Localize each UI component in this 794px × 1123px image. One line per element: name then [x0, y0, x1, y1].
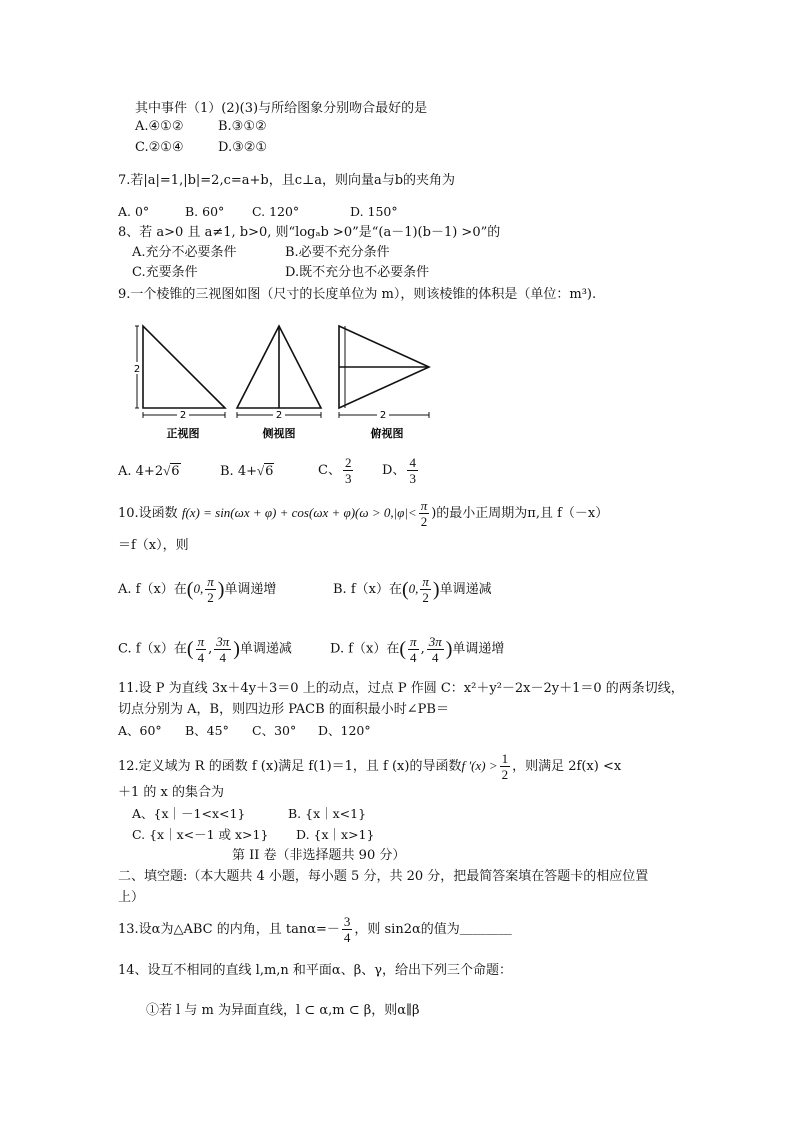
q13-denominator: 4: [343, 930, 351, 945]
q9-option-a-label: A. 4+2: [118, 464, 164, 479]
q10-option-d-suffix: 单调递增: [452, 641, 505, 657]
front-view-height-label: 2: [133, 364, 141, 375]
q10-option-b-prefix: B. f（x）在: [333, 582, 402, 597]
q10-stem-continued: ＝f（x），则: [118, 538, 189, 553]
q12-option-d: D. {x｜x>1}: [296, 827, 375, 842]
side-view-caption: 侧视图: [262, 427, 296, 440]
q7-option-b: B. 60°: [185, 204, 225, 219]
q10-option-c-four-b: 4: [219, 649, 226, 665]
q10-stem-end: )的最小正周期为π,且 f（－x）: [431, 506, 609, 521]
q9-option-d: [382, 454, 420, 488]
q10-two: 2: [420, 514, 428, 529]
q7-option-d: D. 150°: [350, 204, 398, 219]
q12-stem-end: ，则满足 2f(x) <x: [512, 759, 622, 774]
q7-option-c: C. 120°: [252, 204, 300, 219]
side-view-width-label: 2: [275, 410, 283, 421]
q11-option-b: B、45°: [185, 723, 229, 738]
q8-option-b: B.必要不充分条件: [285, 245, 390, 260]
q8-option-d: D.既不充分也不必要条件: [285, 265, 430, 280]
q12-option-a: A、{x｜－1<x<1}: [132, 806, 246, 821]
q7-option-a: A. 0°: [118, 204, 150, 219]
q11-option-d: D、120°: [318, 723, 371, 738]
q12-stem-start: 12.定义域为 R 的函数 f (x)满足 f(1)＝1，且 f (x)的导函数: [118, 759, 462, 774]
q6-option-d: D.③②①: [218, 140, 268, 155]
q10-option-b-pi: π: [422, 574, 429, 589]
q7-stem: 7.若|a|=1,|b|=2,c=a+b，且c⊥a，则向量a与b的夹角为: [118, 173, 456, 188]
q6-option-c: C.②①④: [135, 140, 184, 155]
q9-option-a: A. 4+2√6: [118, 463, 180, 479]
q10-stem: [118, 496, 608, 531]
q10-option-a-pi: π: [207, 574, 214, 589]
q9-option-b-radicand: 6: [265, 464, 274, 479]
q14-item-1: ①若 l 与 m 为异面直线，l ⊂ α,m ⊂ β，则α∥β: [146, 1003, 420, 1018]
q12-option-c: C. {x｜x<－1 或 x>1}: [132, 827, 269, 842]
q12-stem: [118, 746, 621, 787]
q12-half-numerator: 1: [501, 751, 509, 766]
q9-option-c-denominator: 3: [344, 471, 352, 486]
q12-option-b: B. {x｜x<1}: [288, 806, 367, 821]
q10-option-d-three-pi: 3π: [428, 633, 442, 649]
q10-stem-start: 10.设函数: [118, 506, 178, 521]
part2-title: 第 II 卷（非选择题共 90 分）: [232, 848, 406, 863]
q9-option-b: B. 4+√6: [220, 463, 274, 479]
q10-option-a-suffix: 单调递增: [224, 582, 277, 597]
section-heading: 二、填空题:（本大题共 4 小题，每小题 5 分，共 20 分，把最简答案填在答题卡的相应位置: [118, 869, 649, 884]
q6-stem: 其中事件（1）(2)(3)与所给图象分别吻合最好的是: [135, 101, 428, 116]
q13-numerator: 3: [343, 914, 351, 929]
front-view-width-label: 2: [179, 410, 187, 421]
q9-option-d-numerator: 4: [409, 455, 416, 470]
top-view: [339, 326, 429, 418]
q10-option-a-two: 2: [207, 590, 214, 605]
three-view-figure: [125, 318, 445, 442]
q9-option-d-denominator: 3: [409, 471, 416, 486]
q10-option-d-pi: π: [410, 633, 417, 649]
q10-option-a: A. f（x）在(0, $\frac{\pi}{2}$ )单调递增: [118, 574, 277, 605]
front-view-caption: 正视图: [166, 427, 200, 440]
q10-option-b-suffix: 单调递减: [439, 582, 492, 597]
q8-option-c: C.充要条件: [132, 265, 198, 280]
q11-option-c: C、30°: [252, 723, 297, 738]
q13-stem-end: ，则 sin2α的值为＿＿＿＿: [354, 922, 512, 937]
top-view-width-label: 2: [379, 410, 387, 421]
side-view: [237, 326, 321, 418]
q10-option-a-zero: 0,: [193, 581, 204, 596]
q12-derivative: f ′(x) >: [461, 758, 498, 773]
q10-option-a-prefix: A. f（x）在: [118, 582, 187, 597]
top-view-caption: 俯视图: [370, 427, 404, 440]
q11-stem-continued: 切点分别为 A，B，则四边形 PACB 的面积最小时∠PB＝: [118, 702, 449, 717]
q10-pi: π: [420, 498, 428, 513]
q9-option-c: [318, 454, 355, 488]
q12-stem-continued: ＋1 的 x 的集合为: [118, 785, 224, 800]
q13-stem-start: 13.设α为△ABC 的内角，且 tanα=－: [118, 922, 340, 937]
front-view: [135, 326, 225, 418]
q14-stem: 14、设互不相同的直线 l,m,n 和平面α、β、γ，给出下列三个命题：: [118, 963, 512, 978]
q12-half-denominator: 2: [501, 767, 509, 782]
q11-stem: 11.设 P 为直线 3x＋4y＋3＝0 上的动点，过点 P 作圆 C：x²＋y²－2x－2y＋1＝0 的两条切线，: [118, 681, 684, 696]
q10-option-b: B. f（x）在(0, $\frac{\pi}{2}$ )单调递减: [333, 574, 492, 605]
q10-function: f(x) = sin(ωx + φ) + cos(ωx + φ)(ω > 0,|φ|<: [181, 505, 417, 520]
q10-option-b-two: 2: [422, 590, 429, 605]
q6-option-b: B.③①②: [218, 119, 267, 134]
q6-option-a: A.④①②: [135, 119, 184, 134]
q10-option-b-zero: 0,: [408, 581, 419, 596]
q10-option-c-prefix: C. f（x）在: [118, 641, 187, 657]
q8-stem: 8、若 a>0 且 a≠1, b>0, 则“logₐb >0”是“(a－1)(b－1) >0”的: [118, 225, 501, 240]
q9-option-c-label: C、: [318, 463, 341, 478]
q10-option-c-four: 4: [197, 649, 205, 665]
q10-option-d: D. f（x）在( $\frac{\pi}{4}$ , $\frac{3\pi}{4}$ )单调递增: [330, 633, 505, 665]
q9-stem: 9.一个棱锥的三视图如图（尺寸的长度单位为 m），则该棱锥的体积是（单位：m³).: [118, 287, 597, 302]
q9-option-b-label: B. 4+: [220, 464, 257, 479]
q10-option-c-suffix: 单调递减: [239, 641, 292, 657]
q10-option-c-three-pi: 3π: [216, 633, 230, 649]
q10-option-c: C. f（x）在( $\frac{\pi}{4}$ , $\frac{3\pi}{4}$ )单调递减: [118, 633, 292, 665]
section-heading-continued: 上）: [118, 890, 145, 905]
q9-option-a-radicand: 6: [171, 464, 180, 479]
q11-option-a: A、60°: [118, 723, 162, 738]
q9-option-d-label: D、: [382, 463, 406, 478]
q10-option-d-prefix: D. f（x）在: [330, 641, 400, 657]
q10-option-c-pi: π: [197, 633, 205, 649]
q10-option-d-four-b: 4: [431, 649, 439, 665]
q10-option-d-four: 4: [410, 649, 417, 665]
q9-option-c-numerator: 2: [344, 455, 352, 470]
q8-option-a: A.充分不必要条件: [132, 245, 237, 260]
q13-stem: [118, 912, 512, 948]
